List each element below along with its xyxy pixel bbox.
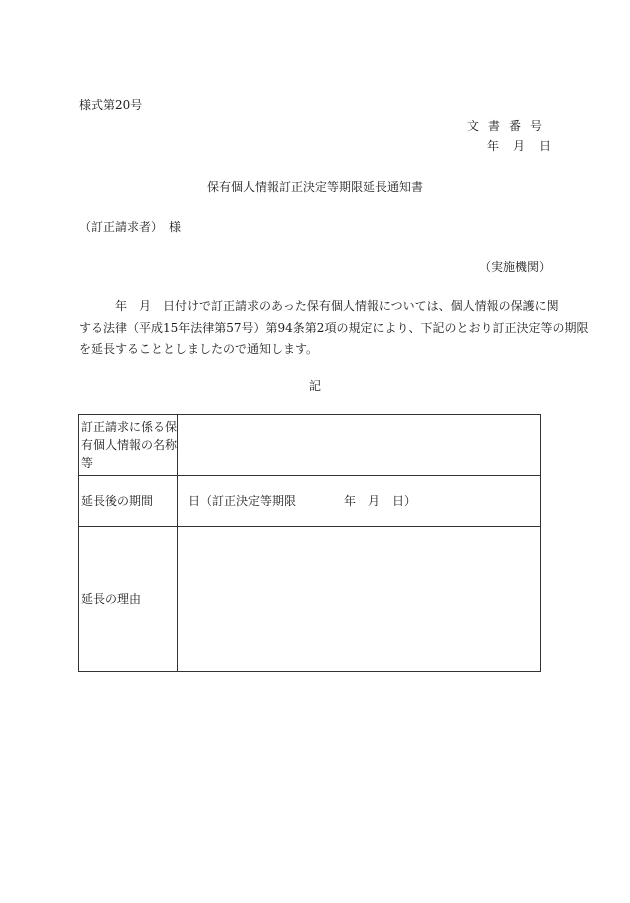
info-name-label-cell <box>79 415 178 476</box>
table-row <box>79 527 541 672</box>
document-date <box>487 138 551 154</box>
recipient-line: （訂正請求者） 様 <box>79 220 182 234</box>
notice-body-line-2: する法律（平成15年法律第57号）第94条第2項の規定により、下記のとおり訂正決定等の期限 <box>79 320 589 335</box>
table-row <box>79 476 541 527</box>
extension-reason-label-cell <box>79 527 178 672</box>
table-row <box>79 415 541 476</box>
ki-heading: 記 <box>308 379 321 393</box>
notice-body <box>79 296 589 361</box>
notice-body-text-1: 年 月 日付けで訂正請求のあった保有個人情報については、個人情報の保護に関 <box>115 299 559 313</box>
info-name-label: 訂正請求に係る保有個人情報の名称等 <box>81 420 178 470</box>
extended-period-value-a: 日（訂正決定等期限 <box>188 494 297 508</box>
extension-reason-label: 延長の理由 <box>81 592 142 606</box>
extended-period-value-cell <box>178 476 541 527</box>
extension-reason-value-cell <box>178 527 541 672</box>
notice-body-line-1 <box>79 296 559 318</box>
extended-period-value-b: 年 月 日） <box>344 494 417 508</box>
info-name-value-cell <box>178 415 541 476</box>
document-number-label: 文書番号 <box>466 119 551 133</box>
issuing-agency: （実施機関） <box>478 260 551 274</box>
date-day-label: 日 <box>538 139 551 153</box>
details-table <box>78 414 541 672</box>
date-month-label: 月 <box>512 139 525 153</box>
document-title: 保有個人情報訂正決定等期限延長通知書 <box>206 180 423 194</box>
form-number: 様式第20号 <box>79 98 143 112</box>
extended-period-label: 延長後の期間 <box>81 494 154 508</box>
notice-body-line-3: を延長することとしましたので通知します。 <box>79 342 319 356</box>
extended-period-label-cell <box>79 476 178 527</box>
date-year-label: 年 <box>486 139 499 153</box>
